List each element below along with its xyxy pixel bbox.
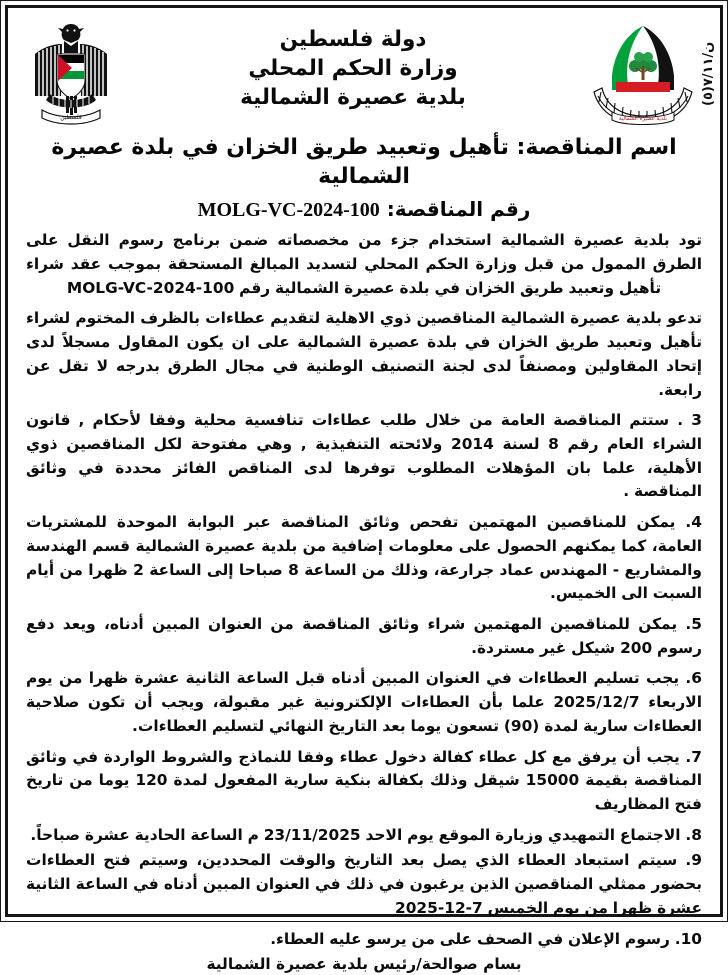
paragraph-item-4: 4. يمكن للمناقصين المهتمين تفحص وثائق المناقصة عبر البوابة الموحدة للمشتريات العامة، كما يمكنهم الحصول على معلومات إضافية من بلدية عصيرة الشمالية قسم الهندسة والمشاريع - المهندس عماد جرارعة، وذلك من الساعة 8 صباحا إلى الساعة 2 ظهرا من أيام السبت الى الخميس. xyxy=(26,513,702,603)
header-line-municipality: بلدية عصيرة الشمالية xyxy=(240,84,466,110)
paragraph-item-8: 8. الاجتماع التمهيدي وزيارة الموقع يوم الاحد 23/11/2025 م الساعة الحادية عشرة صباحاً. xyxy=(30,825,702,844)
page-content xyxy=(8,8,720,974)
municipality-logo-icon xyxy=(584,20,702,128)
page-border-frame xyxy=(5,5,723,974)
tender-name-line xyxy=(22,134,706,191)
header-title-block xyxy=(122,20,584,112)
tender-name-label: اسم المناقصة: xyxy=(516,135,677,160)
paragraph-item-6: 6. يجب تسليم العطاءات في العنوان المبين أدناه قبل الساعة الثانية عشرة ظهرا من يوم الاربعاء 2025/12/7 علما بأن العطاءات الإلكترونية غير مقبولة، ويجب أن تكون صلاحية العطاءات سارية لمدة (90) تسعون يوما بعد التاريخ النهائي لتسليم العطاءات. xyxy=(26,669,702,735)
paragraph-invitation: تدعو بلدية عصيرة الشمالية المناقصين ذوي الاهلية لتقديم عطاءات بالظرف المختوم لشراء تأهيل وتعبيد طريق الخزان في بلدة عصيرة الشمالية على ان يكون المقاول مسجلاً لدى إتحاد المقاولين ومصنفاً لدى لجنة التصنيف الوطنية في مجال الطرق بدرجه لا تقل عن رابعة. xyxy=(26,309,702,399)
signature-line: بسام صوالحة/رئيس بلدية عصيرة الشمالية xyxy=(206,955,522,974)
document-body xyxy=(22,229,706,975)
document-header xyxy=(22,16,706,130)
paragraph-intro: تود بلدية عصيرة الشمالية استخدام جزء من مخصصاته ضمن برنامج رسوم النقل على الطرق الممول من قبل وزارة الحكم المحلي لتسديد المبالغ المستحقة بموجب عقد شراء تأهيل وتعبيد طريق الخزان في بلدة عصيرة الشمالية رقم MOLG-VC-2024-100 xyxy=(26,231,702,297)
paragraph-item-5: 5. يمكن للمناقصين المهتمين شراء وثائق المناقصة من العنوان المبين أدناه، ويعد دفع رسوم 200 شيكل غير مستردة. xyxy=(26,614,702,657)
paragraph-item-9: 9. سيتم استبعاد العطاء الذي يصل بعد التاريخ والوقت المحددين، وسيتم فتح العطاءات بحضور ممثلي المناقصين الذين يرغبون في ذلك في العنوان المبين أدناه في الساعة الثانية عشرة ظهرا من يوم الخميس 7-12-2025 xyxy=(26,851,702,917)
svg-text:بلدية عصيرة الشمالية: بلدية عصيرة الشمالية xyxy=(618,116,668,122)
svg-text:فلسطين: فلسطين xyxy=(60,114,82,121)
paragraph-item-7: 7. يجب أن يرفق مع كل عطاء كفالة دخول عطاء وفقا للنماذج والشروط الواردة في وثائق المناقصة بقيمة 15000 شيقل وذلك بكفالة بنكية سارية المفعول لمدة 120 يوما من تاريخ فتح المظاريف xyxy=(26,747,702,813)
palestine-state-emblem-icon xyxy=(28,20,114,130)
tender-name-value: تأهيل وتعبيد طريق الخزان في بلدة عصيرة الشمالية xyxy=(51,135,509,189)
corner-reference-code: ن/٧/١١(٥) xyxy=(701,41,716,107)
paragraph-item-3: 3 . ستتم المناقصة العامة من خلال طلب عطاءات تنافسية محلية وفقا لأحكام , قانون الشراء العام رقم 8 لسنة 2014 ولائحته التنفيذية , وهي مفتوحة لكل المناقصين ذوي الأهلية، علما بان المؤهلات المطلوب توفرها لدى المناقص الفائز محددة في وثائق المناقصة . xyxy=(26,411,702,501)
tender-number-label: رقم المناقصة: xyxy=(386,197,531,222)
tender-number-value: MOLG-VC-2024-100 xyxy=(197,199,380,222)
tender-number-line xyxy=(22,197,706,223)
header-line-ministry: وزارة الحكم المحلي xyxy=(248,55,458,81)
paragraph-item-10: 10. رسوم الإعلان في الصحف على من يرسو عليه العطاء. xyxy=(270,929,702,948)
header-line-state: دولة فلسطين xyxy=(279,27,427,52)
